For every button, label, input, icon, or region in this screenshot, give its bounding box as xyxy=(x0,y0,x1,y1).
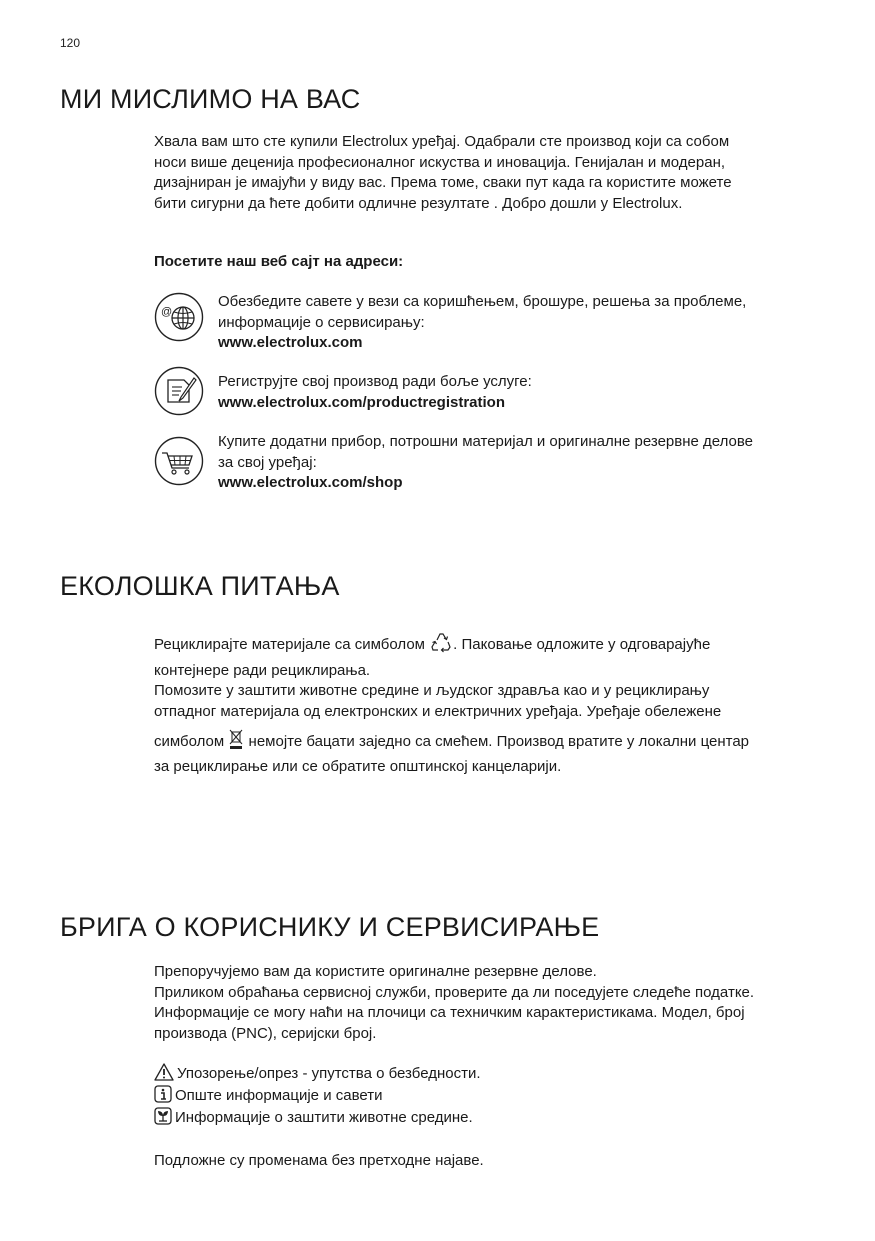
recycle-icon xyxy=(429,630,453,661)
section-title-we-think-of-you: МИ МИСЛИМО НА ВАС xyxy=(60,84,361,114)
symbol-legend xyxy=(154,1063,481,1129)
env-line xyxy=(154,728,749,757)
info-icon xyxy=(154,1085,172,1103)
environment-paragraph xyxy=(154,630,749,777)
intro-paragraph xyxy=(154,132,732,214)
section-title-customer-care: БРИГА О КОРИСНИКУ И СЕРВИСИРАЊЕ xyxy=(60,912,600,942)
environment-icon xyxy=(154,1107,172,1125)
intro-line: дизајниран је имајући у виду вас. Према томе, сваки пут када га користите можете xyxy=(154,174,732,191)
page-number: 120 xyxy=(60,36,81,50)
legend-item-info xyxy=(154,1085,481,1107)
intro-line: бити сигурни да ћете добити одличне резултате . Добро дошли у Electrolux. xyxy=(154,194,683,212)
globe-icon xyxy=(154,292,204,342)
item-text: информације о сервисирању: xyxy=(218,313,425,331)
legend-item-environment xyxy=(154,1107,481,1129)
env-line: за рециклирање или се обратите општинској канцеларији. xyxy=(154,757,562,775)
care-line: Препоручујемо вам да користите оригиналне резервне делове. xyxy=(154,963,597,980)
env-line: контејнере ради рециклирања. xyxy=(154,661,371,679)
env-line-text: . Паковање одложите у одговарајуће xyxy=(453,636,711,654)
customer-care-paragraph xyxy=(154,962,754,1044)
env-line-text: симболом xyxy=(154,733,225,751)
shopping-cart-icon xyxy=(154,436,204,486)
registration-icon xyxy=(154,366,204,416)
electrolux-shop-link[interactable]: www.electrolux.com/shop xyxy=(218,474,403,491)
care-line: Информације се могу наћи на плочици са техничким карактеристикама. Модел, број xyxy=(154,1004,745,1021)
env-line xyxy=(154,630,749,661)
electrolux-website-link[interactable]: www.electrolux.com xyxy=(218,334,363,351)
svg-text:@: @ xyxy=(161,306,173,318)
shop-item xyxy=(218,432,753,494)
legend-text: Упозорење/опрез - упутства о безбедности. xyxy=(177,1065,481,1082)
legend-text: Информације о заштити животне средине. xyxy=(175,1109,473,1126)
warning-icon xyxy=(154,1063,174,1081)
support-info-item xyxy=(218,292,746,354)
footer-note: Подложне су променама без претходне најаве. xyxy=(154,1152,484,1169)
care-line: Приликом обраћања сервисној служби, проверите да ли поседујете следеће податке. xyxy=(154,983,755,1001)
env-line-text: Рециклирајте материјале са симболом xyxy=(154,636,425,654)
care-line: производа (PNC), серијски број. xyxy=(154,1024,377,1042)
env-line: Помозите у заштити животне средине и људског здравља као и у рециклирању xyxy=(154,682,710,699)
legend-item-warning xyxy=(154,1063,481,1085)
visit-website-label: Посетите наш веб сајт на адреси: xyxy=(154,253,404,270)
product-registration-link[interactable]: www.electrolux.com/productregistration xyxy=(218,393,505,411)
crossed-out-bin-icon xyxy=(228,728,244,757)
intro-line: носи више деценија професионалног искуства и иновација. Генијалан и модеран, xyxy=(154,153,726,171)
item-text: Купите додатни прибор, потрошни материјал и оригиналне резервне делове xyxy=(218,433,754,450)
intro-line: Хвала вам што сте купили Electrolux уређај. Одабрали сте производ који са собом xyxy=(154,133,730,150)
env-line-text: немојте бацати заједно са смећем. Производ вратите у локални центар xyxy=(248,733,750,751)
env-line: отпадног материјала од електронских и електричних уређаја. Уређаје обележене xyxy=(154,702,722,720)
product-registration-item xyxy=(218,372,532,413)
section-title-environmental: ЕКОЛОШКА ПИТАЊА xyxy=(60,571,340,601)
item-text: Обезбедите савете у вези са коришћењем, брошуре, решења за проблеме, xyxy=(218,293,747,310)
item-text: Региструјте свој производ ради боље услуге: xyxy=(218,373,532,390)
legend-text: Опште информације и савети xyxy=(175,1087,383,1104)
item-text: за свој уређај: xyxy=(218,453,317,471)
